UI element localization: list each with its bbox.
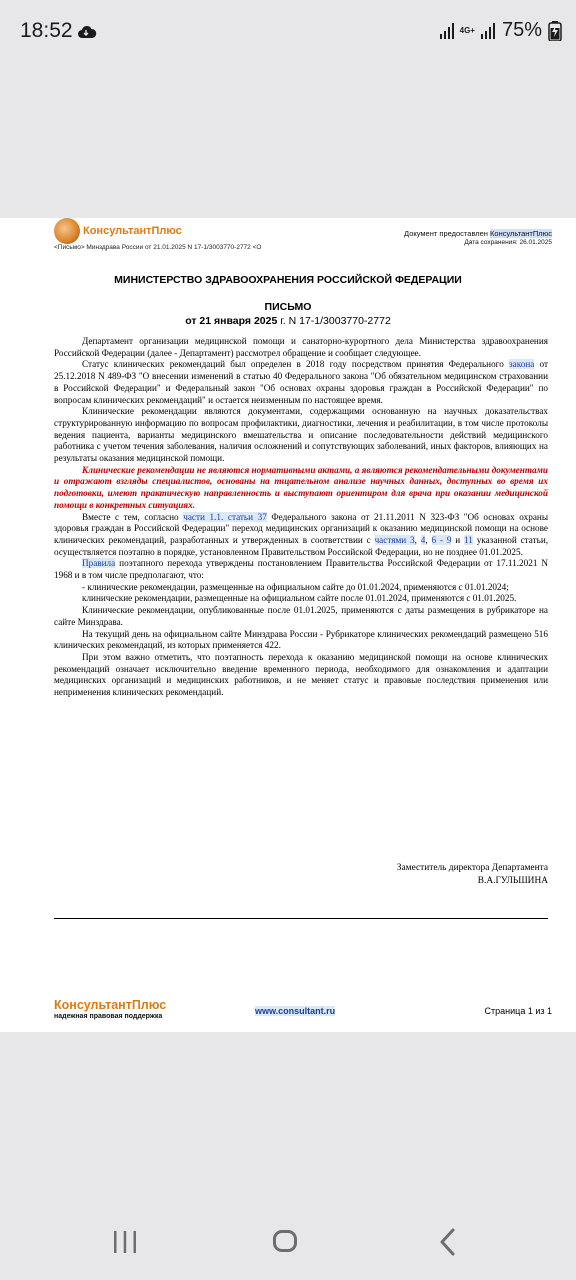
footer-tagline: надежная правовая поддержка xyxy=(54,1013,163,1020)
rules-link[interactable]: Правила xyxy=(82,558,116,569)
p5-text-b: Федерального закона от 21.11.2011 N 323-ФЗ "Об основах охраны здоровья граждан в Российской Федерации" переход медицинских организаций к оказанию медицинской помощи на основе клинических рекомендаций, разработанных и утвержденных в соответствии с xyxy=(54,511,548,545)
nav-bar xyxy=(0,1200,576,1280)
signal-icon-2 xyxy=(480,23,496,39)
p5-sep-3: и xyxy=(451,534,464,545)
doc-title: ПИСЬМО xyxy=(264,301,312,313)
part-3-link[interactable]: частями 3 xyxy=(374,534,415,545)
cloud-sync-icon xyxy=(77,24,97,40)
recent-apps-button[interactable] xyxy=(112,1230,138,1254)
paragraph-8: клинические рекомендации, размещенные на официальном сайте после 01.01.2024, применяются с 01.01.2025. xyxy=(82,593,517,604)
battery-percent: 75% xyxy=(501,19,542,41)
law-link[interactable]: закона xyxy=(509,359,535,370)
doc-date: от 21 января 2025 xyxy=(185,315,278,327)
footer-logo-text: КонсультантПлюс xyxy=(54,998,167,1012)
network-type: 4G+ xyxy=(459,26,475,35)
provided-label: Документ предоставлен xyxy=(404,229,491,238)
back-button[interactable] xyxy=(438,1228,458,1256)
paragraph-6 xyxy=(54,558,548,581)
doc-provided-info xyxy=(404,229,552,247)
p5-sep-2: , xyxy=(425,534,432,545)
doc-breadcrumb: <Письмо> Минздрава России от 21.01.2025 N 17-1/3003770-2772 <О xyxy=(54,244,262,251)
paragraph-10: На текущий день на официальном сайте Минздрава России - Рубрикаторе клинических рекомендаций размещено 516 клинических рекомендаций, из которых применяется 422. xyxy=(54,628,548,651)
home-button[interactable] xyxy=(273,1230,297,1252)
logo-text: КонсультантПлюс xyxy=(83,225,182,237)
paragraph-9: Клинические рекомендации, опубликованные после 01.01.2025, применяются с даты размещения в рубрикаторе на сайте Минздрава. xyxy=(54,605,548,627)
p2-text-a: Статус клинических рекомендаций был определен в 2018 году посредством принятия Федерального xyxy=(82,359,510,370)
paragraph-11: При этом важно отметить, что поэтапность перехода к оказанию медицинской помощи на основе клинических рекомендаций означает исключительно введение временного периода, необходимого для ознакомления и адаптации медицинских организаций и медицинских работников, и не меняет статус и правовые последствия применения или неприменения клинических рекомендаций. xyxy=(54,651,548,698)
part-4-link[interactable]: 4 xyxy=(420,534,426,545)
p5-text-f: указанной статьи, осуществляется поэтапно в порядке, установленном Правительством Российской Федерации, но не позднее 01.01.2025. xyxy=(54,534,549,557)
divider xyxy=(54,918,548,919)
part-11-link[interactable]: 11 xyxy=(464,534,473,545)
status-time: 18:52 xyxy=(20,19,73,42)
battery-charging-icon xyxy=(548,21,562,41)
signature-block xyxy=(397,862,548,888)
paragraph-2 xyxy=(54,359,548,406)
ministry-heading: МИНИСТЕРСТВО ЗДРАВООХРАНЕНИЯ РОССИЙСКОЙ ФЕДЕРАЦИИ xyxy=(114,274,462,286)
footer-url-link[interactable]: www.consultant.ru xyxy=(255,1006,336,1016)
signer-position: Заместитель директора Департамента xyxy=(396,863,548,873)
provided-brand: КонсультантПлюс xyxy=(490,229,552,238)
page-counter: Страница 1 из 1 xyxy=(484,1006,552,1016)
paragraph-7: - клинические рекомендации, размещенные на официальном сайте до 01.01.2024, применяются с 01.01.2024; xyxy=(82,581,509,592)
part-6-9-link[interactable]: 6 - 9 xyxy=(431,534,452,545)
signal-icon xyxy=(439,23,455,39)
saved-date: Дата сохранения: 26.01.2025 xyxy=(464,239,552,246)
signer-name: В.А.ГУЛЬШИНА xyxy=(477,876,548,886)
consultant-mascot-icon xyxy=(54,218,80,244)
paragraph-warning: Клинические рекомендации не являются нормативными актами, а являются рекомендательными документами и отражают взгляды специалистов, основаны на тщательном анализе научных данных, доступных во время их подготовки, имеют практическую направленность и выступают ориентиром для врача при оказании медицинской помощи в конкретных ситуациях. xyxy=(54,464,548,510)
doc-number: г. N 17-1/3003770-2772 xyxy=(277,315,391,327)
footer-logo xyxy=(54,998,166,1020)
document-page[interactable] xyxy=(0,218,576,1032)
paragraph-5 xyxy=(54,512,548,559)
paragraph-3: Клинические рекомендации являются документами, содержащими основанную на научных доказательствах структурированную информацию по вопросам профилактики, диагностики, лечения и реабилитации, в том числе протоколы ведения пациента, варианты медицинского вмешательства и описание последовательности действий медицинского работника с учетом течения заболевания, наличия осложнений и сопутствующих заболеваний, иных факторов, влияющих на результаты оказания медицинской помощи. xyxy=(54,406,548,464)
consultant-logo xyxy=(54,218,254,258)
p5-text-a: Вместе с тем, согласно xyxy=(82,511,184,522)
paragraph-1: Департамент организации медицинской помощи и санаторно-курортного дела Министерства здравоохранения Российской Федерации (далее - Департамент) рассмотрел обращение и сообщает следующее. xyxy=(54,336,548,358)
status-bar xyxy=(0,0,576,66)
p5-sep-1: , xyxy=(414,534,421,545)
p2-text-b: от 25.12.2018 N 489-ФЗ "О внесении изменений в статью 40 Федерального закона "Об обязательном медицинском страховании в Российской Федерации" и Федеральный закон "Об основах охраны здоровья граждан в Российской Федерации" по вопросам клинических рекомендаций" и остается неизменным по настоящее время. xyxy=(54,359,548,405)
p6-text: поэтапного перехода утверждены постановлением Правительства Российской Федерации от 17.11.2021 N 1968 и в том числе предполагают, что: xyxy=(54,558,548,581)
article-37-link[interactable]: части 1.1. статьи 37 xyxy=(183,511,267,522)
doc-body xyxy=(54,336,548,699)
doc-date-number xyxy=(0,315,576,327)
